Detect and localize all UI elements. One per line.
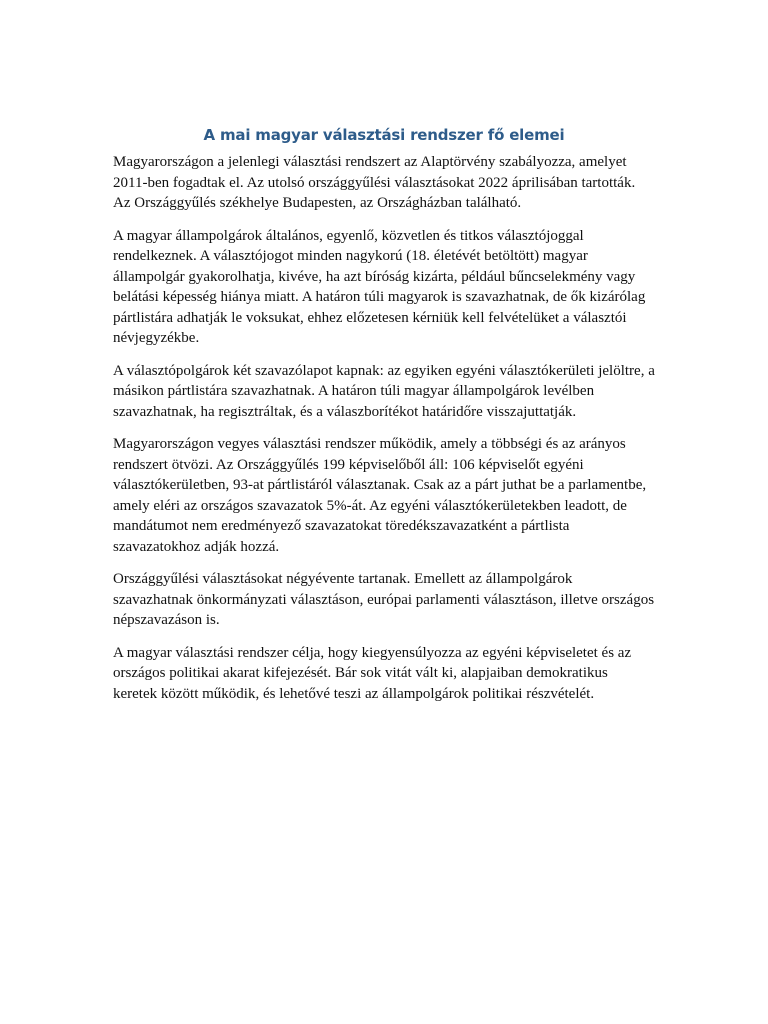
paragraph-mixed-system: Magyarországon vegyes választási rendszer működik, amely a többségi és az arányos rendszert ötvözi. Az Országgyűlés 199 képviselőből áll: 106 képviselőt egyéni választókerületben, 93-at pártlistáról választanak. Csak az a párt juthat be a parlamentbe, amely eléri az országos szavazatok 5%-át. Az egyéni választókerületekben leadott, de mandátumot nem eredményező szavazatokat töredékszavazatként a pártlista szavazatokhoz adják hozzá. [113, 436, 647, 555]
paragraph-election-types: Országgyűlési választásokat négyévente tartanak. Emellett az állampolgárok szavazhatnak önkormányzati választáson, európai parlamenti választáson, illetve országos népszavazáson is. [113, 571, 655, 628]
paragraph-conclusion: A magyar választási rendszer célja, hogy kiegyensúlyozza az egyéni képviseletet és az országos politikai akarat kifejezését. Bár sok vitát vált ki, alapjaiban demokratikus keretek között működik, és lehetővé teszi az állampolgárok politikai részvételét. [113, 644, 632, 702]
paragraph-legal-basis: Magyarországon a jelenlegi választási rendszert az Alaptörvény szabályozza, amelyet 2011-ben fogadtak el. Az utolsó országgyűlési választásokat 2022 áprilisában tartották. Az Országgyűlés székhelye Budapesten, az Országházban található. [113, 154, 636, 211]
document-title: A mai magyar választási rendszer fő elemei [203, 126, 565, 144]
paragraph-suffrage: A magyar állampolgárok általános, egyenlő, közvetlen és titkos választójoggal rendelkeznek. A választójogot minden nagykorú (18. életévét betöltött) magyar állampolgár gyakorolhatja, kivéve, ha azt bíróság kizárta, például bűncselekmény vagy belátási képesség hiánya miatt. A határon túli magyarok is szavazhatnak, de ők kizárólag pártlistára adhatják le voksukat, ehhez előzetesen kérniük kell felvételüket a választói névjegyzékbe. [113, 227, 646, 346]
document-body [113, 124, 655, 716]
paragraph-ballots: A választópolgárok két szavazólapot kapnak: az egyiken egyéni választókerületi jelöltre, a másikon pártlistára szavazhatnak. A határon túli magyar állampolgárok levélben szavazhatnak, ha regisztráltak, és a válaszborítékot határidőre visszajuttatják. [113, 362, 655, 420]
